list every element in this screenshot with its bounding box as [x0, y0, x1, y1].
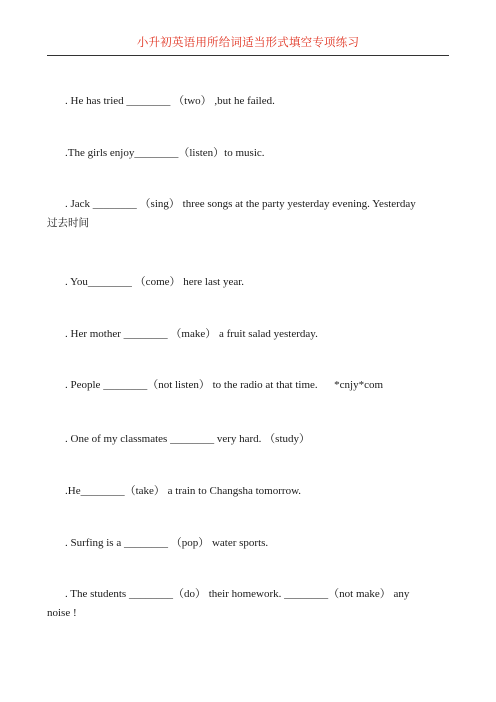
question-2-text: .The girls enjoy________（listen）to music. [65, 147, 265, 159]
question-3 [47, 195, 449, 233]
question-5 [47, 325, 449, 344]
question-1 [47, 92, 449, 111]
question-10-continuation: noise ! [47, 607, 77, 619]
question-1-text: . He has tried ________ （two） ,but he failed. [65, 95, 275, 107]
question-10-text: . The students ________（do） their homework. ________（not make） any [65, 588, 410, 600]
question-7 [47, 430, 449, 449]
question-6 [47, 376, 449, 395]
page-header: 小升初英语用所给词适当形式填空专项练习 [136, 35, 360, 49]
question-3-continuation: 过去时间 [47, 217, 89, 229]
question-10 [47, 585, 449, 623]
question-8 [47, 482, 449, 501]
question-3-text: . Jack ________ （sing） three songs at the party yesterday evening. Yesterday [65, 198, 416, 210]
question-2 [47, 144, 449, 163]
header-rule [47, 55, 449, 56]
question-4 [47, 273, 449, 292]
question-7-text: . One of my classmates ________ very hard. （study） [65, 433, 311, 445]
question-6-text: . People ________（not listen） to the radio at that time. *cnjy*com [65, 379, 384, 391]
question-5-text: . Her mother ________ （make） a fruit salad yesterday. [65, 328, 318, 340]
question-4-text: . You________ （come） here last year. [65, 276, 245, 288]
question-9-text: . Surfing is a ________ （pop） water sports. [65, 537, 269, 549]
question-9 [47, 534, 449, 553]
question-8-text: .He________（take） a train to Changsha tomorrow. [65, 485, 302, 497]
